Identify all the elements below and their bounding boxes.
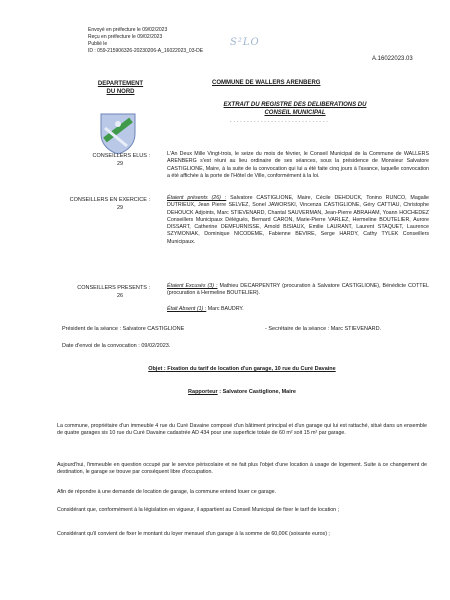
convocation-date: Date d'envoi de la convocation : 09/02/2023. [62,343,171,349]
absent-text [167,306,429,313]
slo-signature: S²LO [230,37,260,48]
absent-title: Était Absent (1) : [167,306,207,312]
department-line: DU NORD [106,89,135,95]
absent-names: Marc BAUDRY. [206,306,244,312]
president-line: Président de la séance : Salvatore CASTIGLIONE [62,326,185,332]
rapporteur-line [62,389,422,395]
excuses-title: Étaient Excusés (3) : [167,283,218,289]
objet-label: Objet : [148,366,166,372]
paragraph: Aujourd'hui, l'immeuble en question occupé par le service périscolaire et ne fait plus l'objet d'une location à usage de logement. Suite à ce changement de destination, le garage se trouve par conséquent libre d'occupation. [57,462,427,476]
presents-names: Salvatore CASTIGLIONE, Maire, Cécile DEHOUCK, Tonino RUNCO, Magalie DUTRIEUX, Jean Pierre SELVEZ, Sonel JAWORSKI, Vincenza CASTIGLIONE, Géry CATTIAU, Christophe DEHOUCK Adjoints, Marc STIEVENARD, Chantal SAUVERMAN, Jean-Pierre ABRAHAM, Yoann HOCHEDEZ Conseillers Municipaux Délégués, Bernard CARON, Marie-Pierre VARLEZ, Hermeline BOUTELIER, Aurore DISSART, Catherine DEMFURNISSE, Arnold BISIAUX, Emilie LAURANT, Laurent STAQUET, Laurence SZYMONIAK, Dominique NICODEME, Fabienne BEVIRE, Serge HARDY, Cathy TYLEK Conseillers Municipaux. [167,195,429,245]
department-header [83,80,158,96]
stamp-line: ID : 059-215906326-20230206-A_16022023_03-DE [88,48,204,54]
department-line: DEPARTEMENT [97,81,144,87]
separator: - - - - - - - - - - - - - - - - - - - - - - - - - - - - - [230,118,329,123]
excuses-text [167,283,429,298]
exercice-label: CONSEILLERS EN EXERCICE : [69,197,150,203]
elus-count: 29 [116,160,124,167]
stamp-line: Reçu en préfecture le 09/02/2023 [88,34,163,40]
objet-line [62,366,422,372]
paragraph: Considérant qu'il convient de fixer le montant du loyer mensuel d'un garage à la somme de 60,00€ (soixante euros) ; [57,531,330,537]
paragraph: Afin de répondre à une demande de location de garage, la commune entend louer ce garage. [57,489,277,495]
elus-text: L'An Deux Mille Vingt-trois, le seize du mois de février, le Conseil Municipal de la Commune de WALLERS ARENBERG s'est réuni au lieu ordinaire de ses séances, sous la présidence de Monsieur Salvatore CASTIGLIONE, Maire, à la suite de la convocation qui lui a été faite cinq jours à l'avance, laquelle convocation a été affichée à la porte de l'Hôtel de Ville, conformément à la loi. [167,151,429,179]
presents-label-block [60,285,150,300]
extrait-line: CONSEIL MUNICIPAL [264,110,326,116]
excuses-names: Mathieu DECARPENTRY (procuration à Salvatore CASTIGLIONE), Bénédicte COTTEL (procuration à Hermeline BOUTELIER). [167,283,429,297]
paragraph: La commune, propriétaire d'un immeuble 4 rue du Curé Davaine composé d'un bâtiment principal et d'un garage qui lui est rattaché, situé dans un ensemble de quatre garages sis 10 rue du Curé Davaine cadastrée AD 434 pour une superficie totale de 60 m² soit 15 m² par garage. [57,423,427,437]
exercice-label-block [60,197,150,212]
secretaire-line: - Secrétaire de la séance : Marc STIEVENARD. [265,326,382,332]
extrait-line: EXTRAIT DU REGISTRE DES DELIBERATIONS DU [223,102,367,108]
commune-title: COMMUNE DE WALLERS ARENBERG [212,80,321,86]
paragraph: Considérant que, conformément à la législation en vigueur, il appartient au Conseil Municipal de fixer le tarif de location ; [57,507,340,513]
crest-icon [97,110,139,156]
objet-text: Fixation du tarif de location d'un garage, 10 rue du Curé Davaine [165,366,336,372]
rapporteur-text: : Salvatore Castiglione, Maire [217,389,296,395]
elus-label: CONSEILLERS ELUS : [92,153,150,159]
exercice-count: 29 [116,204,124,211]
stamp-line: Publié le [88,41,108,47]
document-reference: A.16022023.03 [372,56,413,62]
prefecture-stamp [88,27,238,55]
elus-label-block [60,153,150,168]
rapporteur-label: Rapporteur [188,389,218,395]
extrait-title [200,101,390,117]
presents-title: Étaient présents (26) : [167,195,227,201]
presents-text [167,195,429,246]
presents-label: CONSEILLERS PRESENTS : [77,285,150,291]
stamp-line: Envoyé en préfecture le 09/02/2023 [88,27,168,33]
presents-count: 26 [116,292,124,299]
